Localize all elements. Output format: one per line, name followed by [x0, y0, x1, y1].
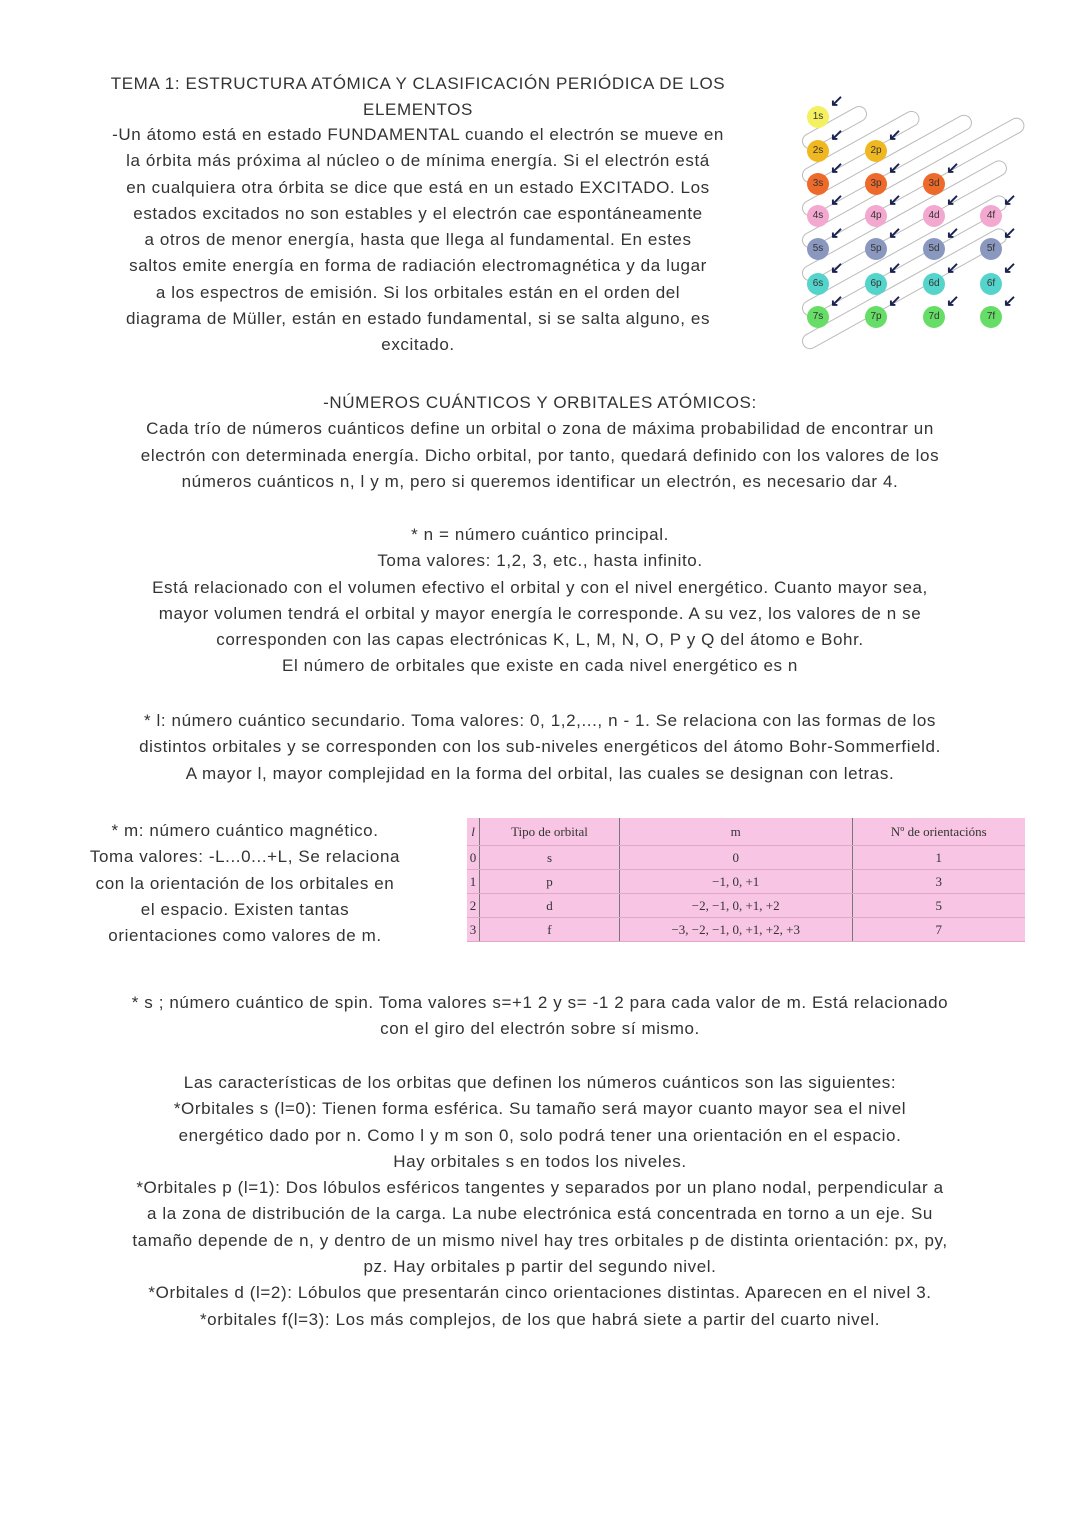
- arrow-icon: ↙: [1003, 293, 1017, 310]
- arrow-icon: ↙: [830, 127, 844, 144]
- orbital-4p: 4p: [865, 205, 887, 227]
- orbital-3p: 3p: [865, 173, 887, 195]
- s-quantum-number: [0, 990, 1080, 1043]
- quantum-numbers-section: [0, 390, 1080, 495]
- table-cell: 0: [619, 846, 852, 870]
- text-line: el espacio. Existen tantas: [140, 899, 350, 919]
- text-line: TEMA 1: ESTRUCTURA ATÓMICA Y CLASIFICACIÓN PERIÓDICA DE LOS: [110, 74, 726, 93]
- orbital-4d: 4d: [923, 205, 945, 227]
- m-quantum-number: [40, 818, 450, 949]
- text-line: *orbitales f(l=3): Los más complejos, de los que habrá siete a partir del cuarto nivel.: [199, 1309, 881, 1329]
- table-cell: 5: [852, 894, 1025, 918]
- orbital-7s: 7s: [807, 306, 829, 328]
- arrow-icon: ↙: [1003, 225, 1017, 242]
- orbital-6p: 6p: [865, 273, 887, 295]
- moeller-diagram: [795, 90, 1045, 355]
- text-line: mayor volumen tendrá el orbital y mayor energía le corresponde. A su vez, los valores de n se: [158, 603, 922, 623]
- text-line: a los espectros de emisión. Si los orbitales están en el orden del: [155, 282, 681, 302]
- arrow-icon: ↙: [830, 225, 844, 242]
- orbital-3d: 3d: [923, 173, 945, 195]
- arrow-icon: ↙: [888, 127, 902, 144]
- arrow-icon: ↙: [888, 293, 902, 310]
- arrow-icon: ↙: [830, 160, 844, 177]
- orbital-4f: 4f: [980, 205, 1002, 227]
- arrow-icon: ↙: [1003, 192, 1017, 209]
- text-line: * s ; número cuántico de spin. Toma valores s=+1 2 y s= -1 2 para cada valor de m. Está relacionado: [131, 993, 949, 1012]
- col-header: Nº de orientacións: [852, 818, 1025, 846]
- text-line: * l: número cuántico secundario. Toma valores: 0, 1,2,..., n - 1. Se relaciona con las formas de los: [143, 711, 936, 730]
- arrow-icon: ↙: [946, 260, 960, 277]
- orbital-4s: 4s: [807, 205, 829, 227]
- table-cell: 7: [852, 918, 1025, 942]
- l-quantum-number: [0, 708, 1080, 787]
- text-line: excitado.: [381, 335, 455, 355]
- table-cell: f: [480, 918, 620, 942]
- orbital-6d: 6d: [923, 273, 945, 295]
- col-header: Tipo de orbital: [480, 818, 620, 846]
- text-line: energético dado por n. Como l y m son 0, solo podrá tener una orientación en el espacio.: [178, 1125, 902, 1145]
- orbital-characteristics: [0, 1070, 1080, 1333]
- orbital-1s: 1s: [807, 106, 829, 128]
- orbital-5p: 5p: [865, 238, 887, 260]
- orbital-6f: 6f: [980, 273, 1002, 295]
- table-cell: −3, −2, −1, 0, +1, +2, +3: [619, 918, 852, 942]
- n-quantum-number: [0, 522, 1080, 680]
- orbital-5s: 5s: [807, 238, 829, 260]
- arrow-icon: ↙: [830, 293, 844, 310]
- text-line: -NÚMEROS CUÁNTICOS Y ORBITALES ATÓMICOS:: [323, 393, 757, 412]
- text-line: Está relacionado con el volumen efectivo el orbital y con el nivel energético. Cuanto mayor sea,: [152, 577, 928, 597]
- text-line: El número de orbitales que existe en cada nivel energético es n: [282, 656, 798, 676]
- arrow-icon: ↙: [946, 225, 960, 242]
- text-line: orientaciones como valores de m.: [108, 926, 382, 946]
- text-line: Las características de los orbitas que definen los números cuánticos son las siguientes:: [183, 1073, 897, 1092]
- text-line: números cuánticos n, l y m, pero si queremos identificar un electrón, es necesario dar 4.: [181, 471, 899, 491]
- orbital-6s: 6s: [807, 273, 829, 295]
- text-line: a la zona de distribución de la carga. La nube electrónica está concentrada en torno a un eje. Su: [147, 1204, 933, 1224]
- text-line: tamaño depende de n, y dentro de un mismo nivel hay tres orbitales p de distinta orientación: px, py,: [132, 1230, 948, 1250]
- table-cell: d: [480, 894, 620, 918]
- text-line: * m: número cuántico magnético.: [111, 821, 379, 840]
- table-cell: −1, 0, +1: [619, 870, 852, 894]
- table-cell: s: [480, 846, 620, 870]
- col-header: m: [619, 818, 852, 846]
- table-cell: 3: [852, 870, 1025, 894]
- orbital-5f: 5f: [980, 238, 1002, 260]
- text-line: corresponden con las capas electrónicas K, L, M, N, O, P y Q del átomo e Bohr.: [216, 630, 864, 650]
- table-cell: 3: [467, 918, 480, 942]
- text-line: con la orientación de los orbitales en: [95, 873, 395, 893]
- text-line: estados excitados no son estables y el electrón cae espontáneamente: [133, 203, 703, 223]
- text-line: A mayor l, mayor complejidad en la forma del orbital, las cuales se designan con letras.: [185, 763, 895, 783]
- text-line: Toma valores: -L...0...+L, Se relaciona: [89, 847, 401, 867]
- table-row: [467, 846, 1025, 870]
- arrow-icon: ↙: [830, 93, 844, 110]
- arrow-icon: ↙: [1003, 260, 1017, 277]
- orbital-5d: 5d: [923, 238, 945, 260]
- text-line: ELEMENTOS: [363, 100, 473, 120]
- arrow-icon: ↙: [946, 192, 960, 209]
- text-line: a otros de menor energía, hasta que llega al fundamental. En estes: [144, 230, 692, 250]
- text-line: diagrama de Müller, están en estado fundamental, si se salta alguno, es: [125, 309, 711, 329]
- orbital-7f: 7f: [980, 306, 1002, 328]
- text-line: pz. Hay orbitales p partir del segundo nivel.: [363, 1257, 717, 1277]
- orbital-7d: 7d: [923, 306, 945, 328]
- table-cell: 0: [467, 846, 480, 870]
- arrow-icon: ↙: [830, 192, 844, 209]
- orbital-2p: 2p: [865, 140, 887, 162]
- table-row: [467, 870, 1025, 894]
- arrow-icon: ↙: [830, 260, 844, 277]
- orbital-7p: 7p: [865, 306, 887, 328]
- text-line: en cualquiera otra órbita se dice que está en un estado EXCITADO. Los: [126, 177, 710, 197]
- text-line: con el giro del electrón sobre sí mismo.: [380, 1019, 700, 1039]
- table-row: [467, 894, 1025, 918]
- arrow-icon: ↙: [888, 160, 902, 177]
- table-row: [467, 918, 1025, 942]
- table-cell: 1: [852, 846, 1025, 870]
- arrow-icon: ↙: [946, 293, 960, 310]
- orbital-3s: 3s: [807, 173, 829, 195]
- text-line: *Orbitales d (l=2): Lóbulos que presentarán cinco orientaciones distintas. Aparecen en el nivel 3.: [148, 1283, 932, 1303]
- text-line: * n = número cuántico principal.: [411, 525, 669, 544]
- text-line: *Orbitales s (l=0): Tienen forma esférica. Su tamaño será mayor cuanto mayor sea el nivel: [173, 1099, 907, 1119]
- text-line: Cada trío de números cuánticos define un orbital o zona de máxima probabilidad de encontrar un: [146, 419, 934, 439]
- title: [60, 71, 776, 124]
- orbital-table: [467, 818, 1025, 942]
- arrow-icon: ↙: [888, 192, 902, 209]
- text-line: distintos orbitales y se corresponden con los sub-niveles energéticos del átomo Bohr-Sommerfield.: [139, 737, 941, 757]
- intro-paragraph: [60, 122, 776, 359]
- arrow-icon: ↙: [888, 260, 902, 277]
- col-header: l: [467, 818, 480, 846]
- arrow-icon: ↙: [946, 160, 960, 177]
- table-cell: 1: [467, 870, 480, 894]
- text-line: saltos emite energía en forma de radiación electromagnética y da lugar: [129, 256, 707, 276]
- text-line: *Orbitales p (l=1): Dos lóbulos esféricos tangentes y separados por un plano nodal, perpendicular a: [136, 1178, 944, 1198]
- orbital-2s: 2s: [807, 140, 829, 162]
- text-line: -Un átomo está en estado FUNDAMENTAL cuando el electrón se mueve en: [112, 125, 724, 144]
- table-cell: p: [480, 870, 620, 894]
- text-line: la órbita más próxima al núcleo o de mínima energía. Si el electrón está: [126, 151, 710, 171]
- table-cell: 2: [467, 894, 480, 918]
- arrow-icon: ↙: [888, 225, 902, 242]
- text-line: electrón con determinada energía. Dicho orbital, por tanto, quedará definido con los valores de los: [140, 445, 940, 465]
- text-line: Toma valores: 1,2, 3, etc., hasta infinito.: [377, 551, 703, 571]
- table-cell: −2, −1, 0, +1, +2: [619, 894, 852, 918]
- text-line: Hay orbitales s en todos los niveles.: [393, 1151, 687, 1171]
